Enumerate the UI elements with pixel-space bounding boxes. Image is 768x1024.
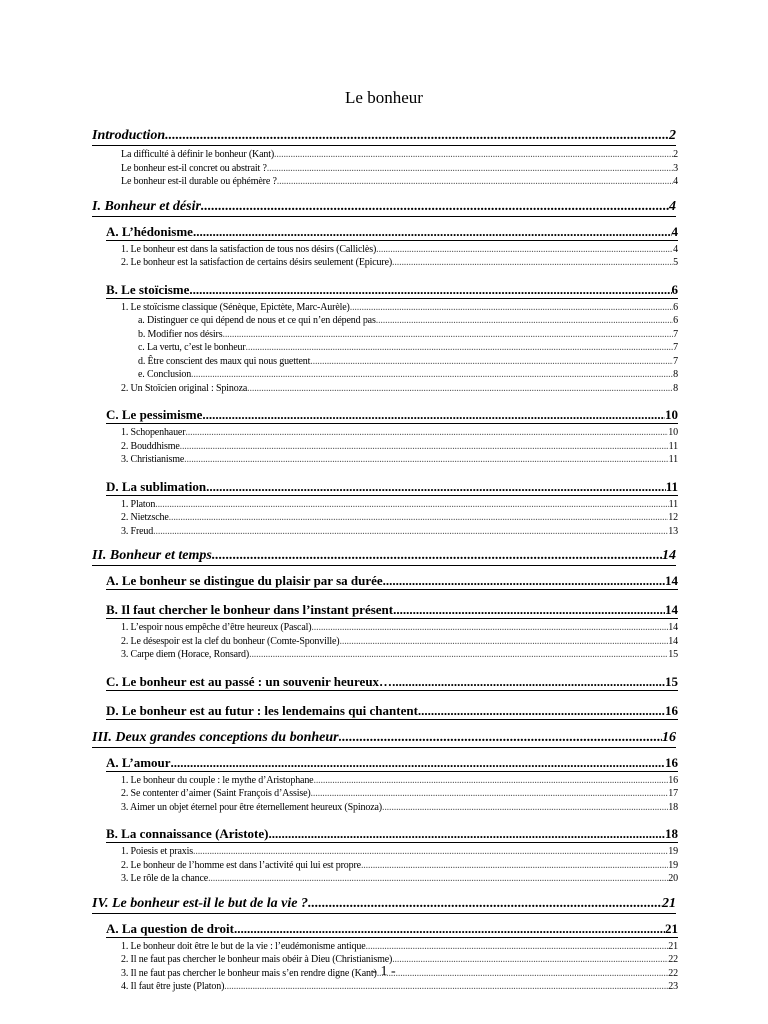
toc-item-entry[interactable] (121, 426, 678, 440)
dot-leader (277, 175, 673, 189)
toc-entry-page: 7 (673, 355, 678, 367)
toc-entry-page: 4 (671, 223, 678, 239)
dot-leader (155, 498, 668, 512)
toc-item-entry[interactable] (121, 175, 678, 189)
toc-section-entry[interactable] (92, 895, 676, 914)
toc-entry-page: 7 (673, 328, 678, 340)
dot-leader (269, 825, 666, 842)
toc-entry-page: 21 (662, 895, 676, 911)
toc-item-entry[interactable] (121, 801, 678, 815)
toc-entry-page: 21 (665, 920, 678, 936)
toc-entry-label: 3. Christianisme (121, 454, 185, 465)
toc-subsection-entry[interactable] (106, 673, 678, 691)
toc-entry-label: IV. Le bonheur est-il le but de la vie ? (92, 895, 308, 911)
dot-leader (382, 801, 668, 815)
toc-entry-label: II. Bonheur et temps (92, 548, 212, 563)
dot-leader (274, 148, 673, 162)
toc-entry-page: 19 (668, 859, 678, 871)
toc-item-entry[interactable] (121, 635, 678, 649)
dot-leader (310, 355, 673, 369)
toc-subsection-entry[interactable] (106, 825, 678, 843)
toc-subsection-entry[interactable] (106, 281, 678, 299)
toc-entry-page: 19 (668, 846, 678, 857)
dot-leader (267, 162, 673, 176)
toc-item-entry[interactable] (121, 872, 678, 886)
toc-item-entry[interactable] (121, 774, 678, 788)
dot-leader (393, 601, 665, 618)
toc-entry-label: I. Bonheur et désir (92, 198, 201, 214)
dot-leader (361, 859, 668, 873)
toc-entry-label: d. Être conscient des maux qui nous guettent (138, 355, 311, 367)
toc-entry-page: 4 (673, 176, 678, 187)
toc-subsection-entry[interactable] (106, 406, 678, 424)
toc-entry-label: c. La vertu, c’est le bonheur (138, 342, 246, 353)
toc-subsection-entry[interactable] (106, 920, 678, 938)
toc-entry-label: 1. Le stoïcisme classique (Sénèque, Epictète, Marc-Aurèle) (121, 301, 350, 313)
toc-item-entry[interactable] (121, 301, 678, 315)
toc-entry-page: 14 (665, 602, 678, 617)
dot-leader (366, 940, 669, 954)
toc-entry-label: 2. Le bonheur de l’homme est dans l’activité qui lui est propre (121, 859, 361, 871)
toc-entry-page: 17 (668, 788, 678, 799)
toc-item-entry[interactable] (121, 940, 678, 954)
toc-entry-label: e. Conclusion (138, 369, 192, 380)
toc-subitem-entry[interactable] (138, 328, 678, 342)
toc-entry-label: A. La question de droit (106, 920, 234, 936)
toc-entry-page: 18 (668, 801, 678, 813)
toc-entry-label: 1. Platon (121, 498, 156, 510)
toc-entry-label: 2. Bouddhisme (121, 440, 180, 452)
toc-item-entry[interactable] (121, 440, 678, 454)
toc-entry-label: 3. Le rôle de la chance (121, 873, 209, 884)
document-title: Le bonheur (345, 88, 423, 107)
dot-leader (392, 673, 665, 690)
page-number: - 1 - (372, 964, 396, 979)
toc-item-entry[interactable] (121, 621, 678, 635)
dot-leader (376, 314, 673, 328)
toc-entry-page: 7 (673, 342, 678, 353)
dot-leader (383, 572, 665, 589)
toc-entry-label: Le bonheur est-il concret ou abstrait ? (121, 162, 267, 174)
toc-entry-page: 2 (669, 128, 676, 143)
toc-entry-page: 16 (665, 702, 678, 718)
toc-item-entry[interactable] (121, 859, 678, 873)
toc-entry-page: 3 (673, 162, 678, 174)
toc-entry-page: 16 (665, 754, 678, 770)
toc-entry-page: 21 (668, 940, 678, 952)
toc-item-entry[interactable] (121, 525, 678, 539)
toc-entry-label: D. Le bonheur est au futur : les lendemains qui chantent (106, 702, 418, 718)
toc-entry-label: a. Distinguer ce qui dépend de nous et ce qui n’en dépend pas (138, 315, 376, 326)
toc-subsection-entry[interactable] (106, 572, 678, 590)
dot-leader (208, 872, 668, 886)
dot-leader (153, 525, 668, 539)
toc-item-entry[interactable] (121, 382, 678, 396)
toc-entry-page: 14 (668, 635, 678, 647)
toc-entry-page: 6 (673, 315, 678, 326)
dot-leader (185, 426, 668, 440)
toc-entry-label: 3. Aimer un objet éternel pour être éternellement heureux (Spinoza) (121, 801, 382, 813)
toc-entry-label: 2. Le désespoir est la clef du bonheur (Comte-Sponville) (121, 635, 340, 647)
toc-entry-label: 3. Il ne faut pas chercher le bonheur mais s’en rendre digne (Kant) (121, 967, 377, 979)
toc-entry-label: 1. Le bonheur doit être le but de la vie : l’eudémonisme antique (121, 940, 366, 952)
toc-entry-page: 8 (673, 369, 678, 380)
toc-subsection-entry[interactable] (106, 478, 678, 496)
toc-subsection-entry[interactable] (106, 702, 678, 720)
toc-entry-label: 2. Se contenter d’aimer (Saint François d’Assise) (121, 788, 311, 799)
dot-leader (201, 198, 669, 216)
dot-leader (249, 648, 668, 662)
toc-entry-label: La difficulté à définir le bonheur (Kant) (121, 149, 275, 160)
toc-item-entry[interactable] (121, 162, 678, 176)
dot-leader (313, 774, 668, 788)
dot-leader (392, 256, 673, 270)
toc-entry-page: 13 (668, 525, 678, 537)
toc-entry-label: B. Il faut chercher le bonheur dans l’instant présent (106, 602, 394, 617)
dot-leader (224, 980, 668, 994)
table-of-contents (0, 127, 768, 994)
toc-entry-page: 15 (668, 649, 678, 660)
toc-section-entry[interactable] (92, 729, 676, 748)
toc-entry-label: 1. Le bonheur est dans la satisfaction de tous nos désirs (Calliclès) (121, 243, 377, 255)
dot-leader (350, 301, 673, 315)
toc-item-entry[interactable] (121, 256, 678, 270)
toc-entry-page: 20 (668, 873, 678, 884)
dot-leader (212, 547, 662, 565)
toc-entry-label: 1. Poiesis et praxis (121, 846, 193, 857)
dot-leader (222, 328, 673, 342)
toc-entry-label: D. La sublimation (106, 478, 207, 494)
toc-subsection-entry[interactable] (106, 223, 678, 241)
dot-leader (184, 453, 669, 467)
toc-item-entry[interactable] (121, 498, 678, 512)
toc-entry-page: 4 (673, 243, 678, 255)
dot-leader (311, 787, 669, 801)
toc-entry-page: 6 (671, 281, 678, 297)
toc-entry-label: A. Le bonheur se distingue du plaisir par sa durée (106, 573, 383, 588)
toc-entry-page: 11 (668, 498, 678, 510)
toc-entry-page: 10 (665, 407, 678, 422)
dot-leader (308, 895, 662, 913)
toc-entry-page: 14 (665, 573, 678, 588)
toc-entry-page: 11 (668, 440, 678, 452)
toc-entry-label: Introduction (92, 128, 166, 143)
toc-subitem-entry[interactable] (138, 314, 678, 328)
dot-leader (189, 281, 671, 298)
toc-entry-label: A. L’amour (106, 754, 171, 770)
toc-subitem-entry[interactable] (138, 368, 678, 382)
toc-entry-page: 16 (662, 729, 676, 745)
toc-entry-label: 1. Schopenhauer (121, 427, 186, 438)
toc-entry-page: 15 (665, 673, 678, 689)
toc-entry-label: 4. Il faut être juste (Platon) (121, 981, 225, 992)
toc-entry-label: B. Le stoïcisme (106, 281, 190, 297)
toc-entry-page: 8 (673, 382, 678, 394)
toc-entry-page: 16 (668, 774, 678, 786)
toc-entry-label: b. Modifier nos désirs (138, 328, 223, 340)
dot-leader (193, 845, 668, 859)
toc-subitem-entry[interactable] (138, 341, 678, 355)
toc-item-entry[interactable] (121, 243, 678, 257)
toc-entry-page: 22 (668, 967, 678, 979)
toc-item-entry[interactable] (121, 148, 678, 162)
toc-subitem-entry[interactable] (138, 355, 678, 369)
toc-entry-label: 2. Un Stoïcien original : Spinoza (121, 382, 248, 394)
dot-leader (191, 368, 673, 382)
toc-entry-page: 18 (665, 826, 678, 841)
dot-leader (376, 243, 673, 257)
toc-entry-label: B. La connaissance (Aristote) (106, 826, 269, 841)
toc-entry-page: 11 (665, 478, 678, 494)
toc-entry-page: 5 (673, 257, 678, 268)
dot-leader (339, 729, 662, 747)
dot-leader (311, 621, 668, 635)
toc-entry-page: 10 (668, 427, 678, 438)
toc-entry-page: 14 (668, 622, 678, 633)
toc-section-entry[interactable] (92, 198, 676, 217)
dot-leader (418, 702, 665, 719)
toc-entry-label: 2. Il ne faut pas chercher le bonheur mais obéir à Dieu (Christianisme) (121, 954, 393, 965)
dot-leader (180, 440, 669, 454)
toc-entry-label: A. L’hédonisme (106, 223, 193, 239)
dot-leader (193, 223, 672, 240)
toc-entry-label: 2. Le bonheur est la satisfaction de certains désirs seulement (Epicure) (121, 257, 393, 268)
toc-item-entry[interactable] (121, 980, 678, 994)
dot-leader (340, 635, 669, 649)
toc-entry-page: 14 (662, 548, 676, 563)
toc-item-entry[interactable] (121, 845, 678, 859)
toc-entry-page: 22 (668, 954, 678, 965)
toc-entry-label: 3. Carpe diem (Horace, Ronsard) (121, 649, 250, 660)
toc-entry-page: 11 (668, 454, 678, 465)
toc-entry-page: 2 (673, 149, 678, 160)
toc-entry-label: C. Le pessimisme (106, 407, 203, 422)
toc-item-entry[interactable] (121, 511, 678, 525)
toc-entry-label: III. Deux grandes conceptions du bonheur (92, 729, 339, 745)
toc-entry-label: 2. Nietzsche (121, 512, 169, 523)
dot-leader (234, 920, 665, 937)
toc-entry-label: 1. L’espoir nous empêche d’être heureux (Pascal) (121, 622, 312, 633)
toc-item-entry[interactable] (121, 787, 678, 801)
dot-leader (206, 478, 666, 495)
dot-leader (246, 341, 674, 355)
toc-subsection-entry[interactable] (106, 601, 678, 619)
toc-section-entry[interactable] (92, 127, 676, 146)
toc-entry-page: 23 (668, 981, 678, 992)
toc-section-entry[interactable] (92, 547, 676, 566)
toc-entry-label: 1. Le bonheur du couple : le mythe d’Aristophane (121, 774, 314, 786)
toc-subsection-entry[interactable] (106, 754, 678, 772)
dot-leader (171, 754, 665, 771)
dot-leader (247, 382, 673, 396)
dot-leader (202, 406, 665, 423)
dot-leader (165, 127, 669, 145)
toc-item-entry[interactable] (121, 648, 678, 662)
toc-item-entry[interactable] (121, 453, 678, 467)
toc-entry-label: Le bonheur est-il durable ou éphémère ? (121, 176, 277, 187)
dot-leader (169, 511, 669, 525)
toc-entry-page: 12 (668, 512, 678, 523)
toc-entry-label: 3. Freud (121, 525, 154, 537)
toc-entry-page: 6 (673, 301, 678, 313)
toc-entry-label: C. Le bonheur est au passé : un souvenir heureux… (106, 673, 393, 689)
toc-entry-page: 4 (669, 198, 676, 214)
